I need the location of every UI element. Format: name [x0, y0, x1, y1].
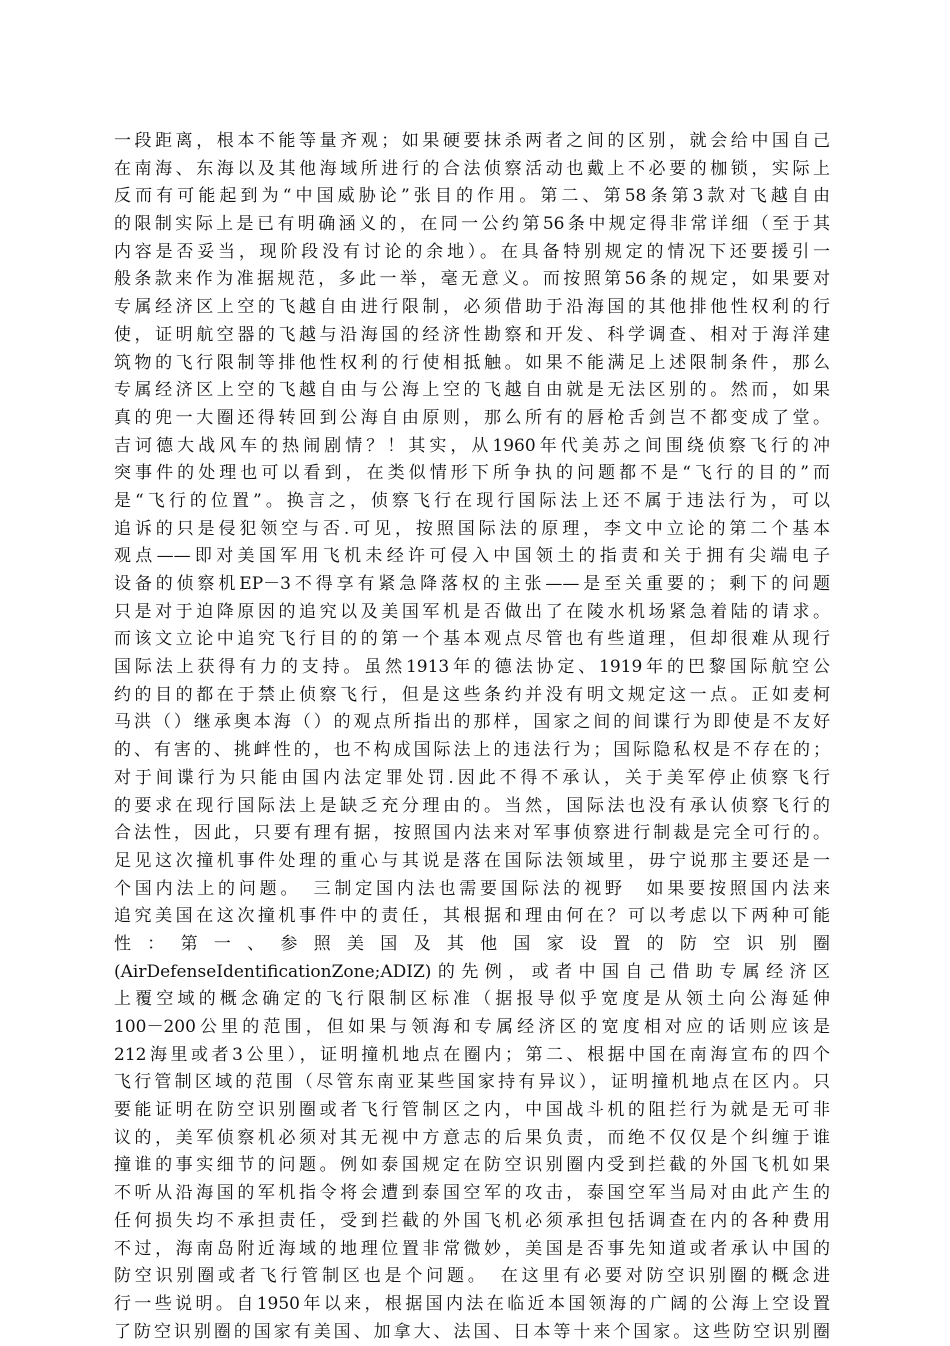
text-line: 的、有害的、挑衅性的，也不构成国际法上的违法行为；国际隐私权是不存在的；	[114, 740, 830, 761]
text-line: 的要求在现行国际法上是缺乏充分理由的。当然，国际法也没有承认侦察飞行的	[114, 795, 830, 816]
text-line: 行一些说明。自1950年以来，根据国内法在临近本国领海的广阔的公海上空设置	[114, 1293, 830, 1314]
text-line: 不听从沿海国的军机指令将会遭到泰国空军的攻击，泰国空军当局对由此产生的	[114, 1183, 830, 1204]
text-line: 吉诃德大战风车的热闹剧情？！其实，从1960年代美苏之间围绕侦察飞行的冲	[114, 435, 830, 456]
text-line: 在南海、东海以及其他海域所进行的合法侦察活动也戴上不必要的枷锁，实际上	[114, 158, 830, 179]
text-line: 了防空识别圈的国家有美国、加拿大、法国、日本等十来个国家。这些防空识别圈	[114, 1321, 830, 1342]
text-line: 追诉的只是侵犯领空与否.可见，按照国际法的原理，李文中立论的第二个基本	[114, 518, 830, 539]
text-line: 212海里或者3公里），证明撞机地点在圈内；第二、根据中国在南海宣布的四个	[114, 1044, 830, 1065]
text-line: 100－200公里的范围，但如果与领海和专属经济区的宽度相对应的话则应该是	[114, 1017, 830, 1037]
text-line: 议的，美军侦察机必须对其无视中方意志的后果负责，而绝不仅仅是个纠缠于谁	[114, 1127, 830, 1148]
text-line: 对于间谍行为只能由国内法定罪处罚.因此不得不承认，关于美军停止侦察飞行	[114, 767, 830, 788]
text-line: 国际法上获得有力的支持。虽然1913年的德法协定、1919年的巴黎国际航空公	[114, 657, 830, 678]
text-line: 马洪（）继承奥本海（）的观点所指出的那样，国家之间的间谍行为即使是不友好	[114, 712, 830, 733]
text-line: 般条款来作为准据规范，多此一举，毫无意义。而按照第56条的规定，如果要对	[114, 269, 830, 290]
text-line: 足见这次撞机事件处理的重心与其说是落在国际法领域里，毋宁说那主要还是一	[114, 850, 830, 871]
text-line: 追究美国在这次撞机事件中的责任，其根据和理由何在？可以考虑以下两种可能	[114, 906, 830, 927]
text-line: 设备的侦察机EP－3不得享有紧急降落权的主张——是至关重要的；剩下的问题	[114, 574, 830, 594]
text-line: 个国内法上的问题。 三制定国内法也需要国际法的视野 如果要按照国内法来	[114, 878, 830, 899]
text-line: 专属经济区上空的飞越自由进行限制，必须借助于沿海国的其他排他性权利的行	[114, 297, 830, 318]
text-line: 真的兜一大圈还得转回到公海自由原则，那么所有的唇枪舌剑岂不都变成了堂。	[114, 407, 830, 428]
text-line: 一段距离，根本不能等量齐观；如果硬要抹杀两者之间的区别，就会给中国自己	[114, 131, 830, 151]
body-text	[114, 128, 830, 1346]
text-line: 上覆空域的概念确定的飞行限制区标准（据报导似乎宽度是从领土向公海延伸	[114, 989, 830, 1010]
text-line: 约的目的都在于禁止侦察飞行，但是这些条约并没有明文规定这一点。正如麦柯	[114, 684, 830, 705]
text-line: 要能证明在防空识别圈或者飞行管制区之内，中国战斗机的阻拦行为就是无可非	[114, 1100, 830, 1121]
text-line: 的限制实际上是已有明确涵义的，在同一公约第56条中规定得非常详细（至于其	[114, 214, 830, 235]
text-line: 突事件的处理也可以看到，在类似情形下所争执的问题都不是“飞行的目的”而	[114, 463, 830, 484]
text-line: 不过，海南岛附近海域的地理位置非常微妙，美国是否事先知道或者承认中国的	[114, 1238, 830, 1259]
text-line: 性：第一、参照美国及其他国家设置的防空识别圈	[114, 933, 830, 954]
text-line: 防空识别圈或者飞行管制区也是个问题。 在这里有必要对防空识别圈的概念进	[114, 1266, 830, 1287]
text-line: 飞行管制区域的范围（尽管东南亚某些国家持有异议），证明撞机地点在区内。只	[114, 1072, 830, 1093]
text-line: 使，证明航空器的飞越与沿海国的经济性勘察和开发、科学调查、相对于海洋建	[114, 324, 830, 345]
text-line: 反而有可能起到为“中国威胁论”张目的作用。第二、第58条第3款对飞越自由	[114, 186, 830, 207]
text-line: 筑物的飞行限制等排他性权利的行使相抵触。如果不能满足上述限制条件，那么	[114, 352, 830, 373]
text-line: 合法性，因此，只要有理有据，按照国内法来对军事侦察进行制裁是完全可行的。	[114, 823, 830, 844]
text-line: 只是对于迫降原因的追究以及美国军机是否做出了在陵水机场紧急着陆的请求。	[114, 601, 830, 622]
text-line: 是“飞行的位置”。换言之，侦察飞行在现行国际法上还不属于违法行为，可以	[114, 490, 830, 511]
text-line: 专属经济区上空的飞越自由与公海上空的飞越自由就是无法区别的。然而，如果	[114, 380, 830, 401]
text-line: 内容是否妥当，现阶段没有讨论的余地）。在具备特别规定的情况下还要援引一	[114, 241, 830, 262]
text-line: 观点——即对美国军用飞机未经许可侵入中国领土的指责和关于拥有尖端电子	[114, 546, 830, 567]
text-line: 任何损失均不承担责任，受到拦截的外国飞机必须承担包括调查在内的各种费用	[114, 1210, 830, 1231]
text-line: 而该文立论中追究飞行目的的第一个基本观点尽管也有些道理，但却很难从现行	[114, 629, 830, 650]
text-line: (AirDefenseIdentificationZone;ADIZ)的先例，或者中国自己借助专属经济区	[114, 961, 830, 982]
text-line: 撞谁的事实细节的问题。例如泰国规定在防空识别圈内受到拦截的外国飞机如果	[114, 1155, 830, 1176]
